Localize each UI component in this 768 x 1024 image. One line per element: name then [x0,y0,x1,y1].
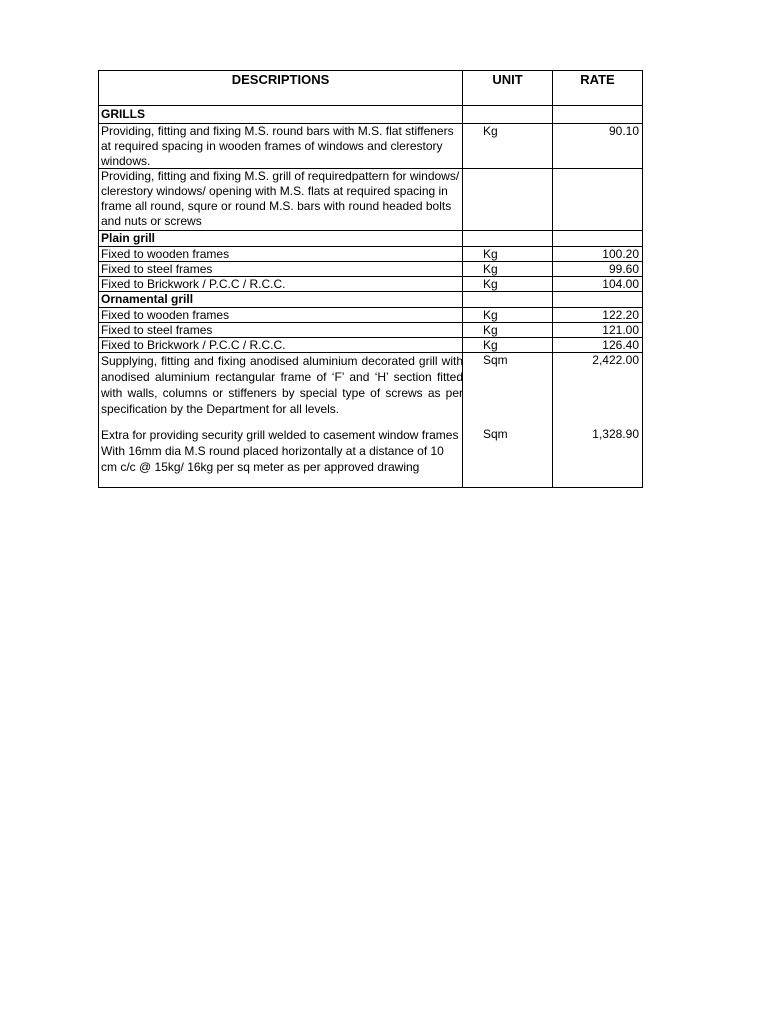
item-description: Providing, fitting and fixing M.S. grill of requiredpattern for windows/ clerestory windows/ opening with M.S. flats at required spacing in frame all round, squre or round M.S. bars with round headed bolts and nuts or screws [101,169,460,228]
header-rate: RATE [580,72,615,87]
item-rate: 122.20 [602,308,639,322]
item-description: Fixed to steel frames [101,262,213,276]
subsection-heading: Plain grill [101,231,156,245]
item-description: Fixed to Brickwork / P.C.C / R.C.C. [101,338,286,352]
item-description: Fixed to steel frames [101,323,213,337]
item-description: Providing, fitting and fixing M.S. round bars with M.S. flat stiffeners at required spacing in wooden frames of windows and clerestory windows. [101,124,454,168]
item-unit: Kg [483,124,498,138]
item-rate: 121.00 [602,323,639,337]
item-rate: 100.20 [602,247,639,261]
item-unit: Kg [483,262,498,276]
header-unit: UNIT [492,72,523,87]
item-unit: Kg [483,277,498,291]
item-description: Supplying, fitting and fixing anodised aluminium decorated grill with anodised aluminium rectangular frame of ‘F’ and ‘H’ section fitted with walls, columns or stiffeners by special type of screws as per specification by the Department for all levels. [101,354,463,416]
item-unit: Sqm [483,427,508,441]
item-unit: Kg [483,338,498,352]
item-description: Fixed to wooden frames [101,247,230,261]
item-unit: Kg [483,247,498,261]
item-description: Fixed to wooden frames [101,308,230,322]
item-unit: Sqm [483,353,508,367]
header-descriptions: DESCRIPTIONS [231,72,330,87]
item-unit: Kg [483,323,498,337]
section-heading: GRILLS [101,107,145,121]
item-rate: 2,422.00 [592,353,639,367]
item-unit: Kg [483,308,498,322]
item-rate: 1,328.90 [592,427,639,441]
item-description: Extra for providing security grill welded to casement window frames With 16mm dia M.S round placed horizontally at a distance of 10 cm c/c @ 15kg/ 16kg per sq meter as per approved drawing [101,428,459,474]
item-rate: 99.60 [608,262,639,276]
item-rate: 126.40 [602,338,639,352]
item-rate: 90.10 [608,124,639,138]
subsection-heading: Ornamental grill [101,292,194,306]
item-rate: 104.00 [602,277,639,291]
row-divider [99,105,642,106]
item-description: Fixed to Brickwork / P.C.C / R.C.C. [101,277,286,291]
rate-table [98,70,643,488]
